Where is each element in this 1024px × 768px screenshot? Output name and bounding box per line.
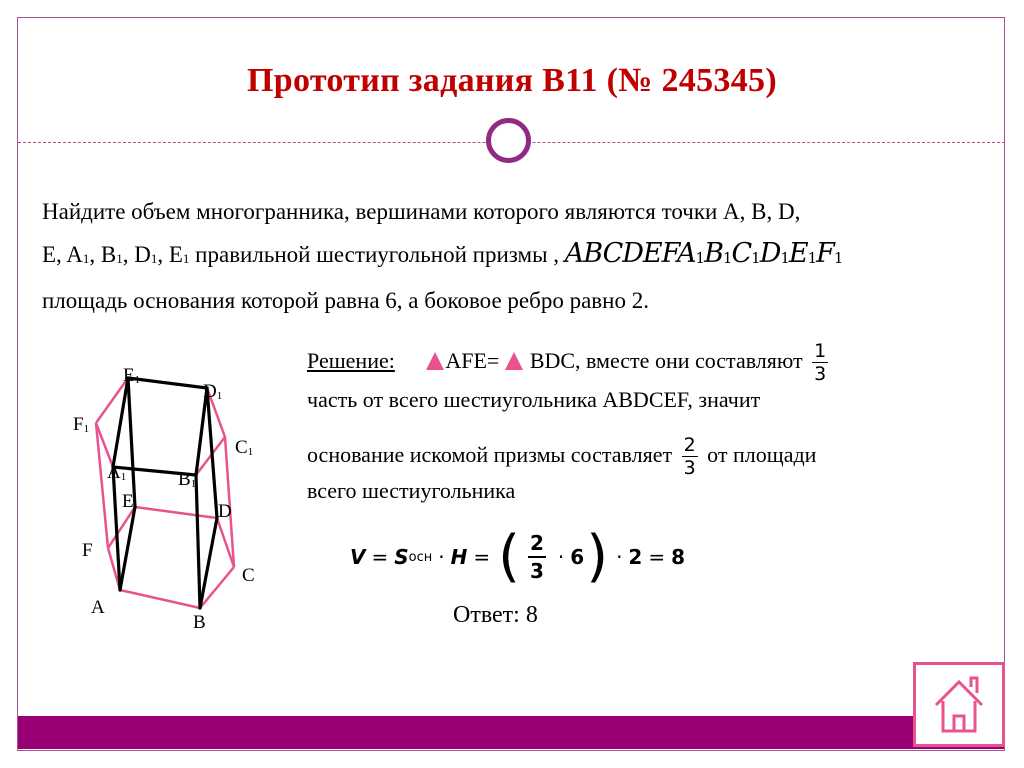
solution-line-2: часть от всего шестиугольника ABDCEF, значит bbox=[307, 387, 761, 412]
edge-e1-a1 bbox=[113, 378, 128, 467]
solution-line-4: всего шестиугольника bbox=[307, 478, 516, 503]
task-line-3: площадь основания которой равна 6, а боковое ребро равно 2. bbox=[42, 288, 649, 313]
triangle-icon bbox=[426, 352, 444, 370]
edge-b1-b bbox=[196, 475, 200, 608]
solution-line-1: Решение: AFE= BDC, вместе они составляют $\frac{1}{3}$ bbox=[307, 340, 827, 385]
vertex-labels bbox=[73, 365, 255, 633]
prism-figure bbox=[70, 360, 270, 640]
solution-label: Решение: bbox=[307, 348, 395, 373]
label-c1: C1 bbox=[235, 437, 254, 458]
task-line-2: E, $A_1$, $B_1$, $D_1$, $E_1$ правильной шестиугольной призмы , $ABCDEFA_1B_1C_1D_1E_1F_1$ bbox=[42, 238, 843, 269]
label-a1: A1 bbox=[107, 462, 127, 483]
circle-ornament-icon bbox=[486, 118, 531, 163]
label-f1: F1 bbox=[73, 414, 90, 435]
label-a: A bbox=[91, 597, 105, 618]
volume-formula: V = S осн · H = ( $\frac{2}{3}$ · 6 ) · 2 = 8 bbox=[350, 524, 686, 589]
fraction-two-thirds: $\frac{2}{3}$ bbox=[683, 434, 696, 479]
edge-a-b bbox=[120, 590, 200, 608]
edge-e1-e bbox=[128, 378, 135, 507]
edge-e-d bbox=[135, 507, 217, 518]
label-b1: B1 bbox=[178, 469, 197, 490]
solution-line-3: основание искомой призмы составляет $\frac{2}{3}$ от площади bbox=[307, 434, 817, 479]
label-f: F bbox=[82, 540, 93, 561]
task-line-1: Найдите объем многогранника, вершинами которого являются точки A, B, D, bbox=[42, 199, 801, 224]
answer-text: Ответ: 8 bbox=[453, 602, 538, 628]
slide-title: Прототип задания B11 (№ 245345) bbox=[247, 62, 777, 99]
formula-fraction: $\frac{2}{3}$ bbox=[530, 531, 544, 583]
pink-edges bbox=[96, 378, 234, 608]
triangle-icon bbox=[505, 352, 523, 370]
prism-name: $ABCDEFA_1B_1C_1D_1E_1F_1$ bbox=[564, 238, 843, 269]
label-c: C bbox=[242, 565, 255, 586]
edge-d1-d bbox=[207, 388, 217, 518]
label-e: E bbox=[122, 491, 134, 512]
edge-d-b bbox=[200, 518, 217, 608]
label-b: B bbox=[193, 612, 206, 633]
task-text bbox=[42, 191, 1002, 322]
label-d: D bbox=[218, 501, 232, 522]
home-button[interactable] bbox=[913, 662, 1005, 747]
bottom-bar bbox=[18, 716, 1004, 749]
fraction-one-third: $\frac{1}{3}$ bbox=[814, 340, 827, 385]
home-icon bbox=[916, 665, 1002, 744]
label-e1: E1 bbox=[123, 365, 141, 386]
label-d1: D1 bbox=[203, 381, 223, 402]
